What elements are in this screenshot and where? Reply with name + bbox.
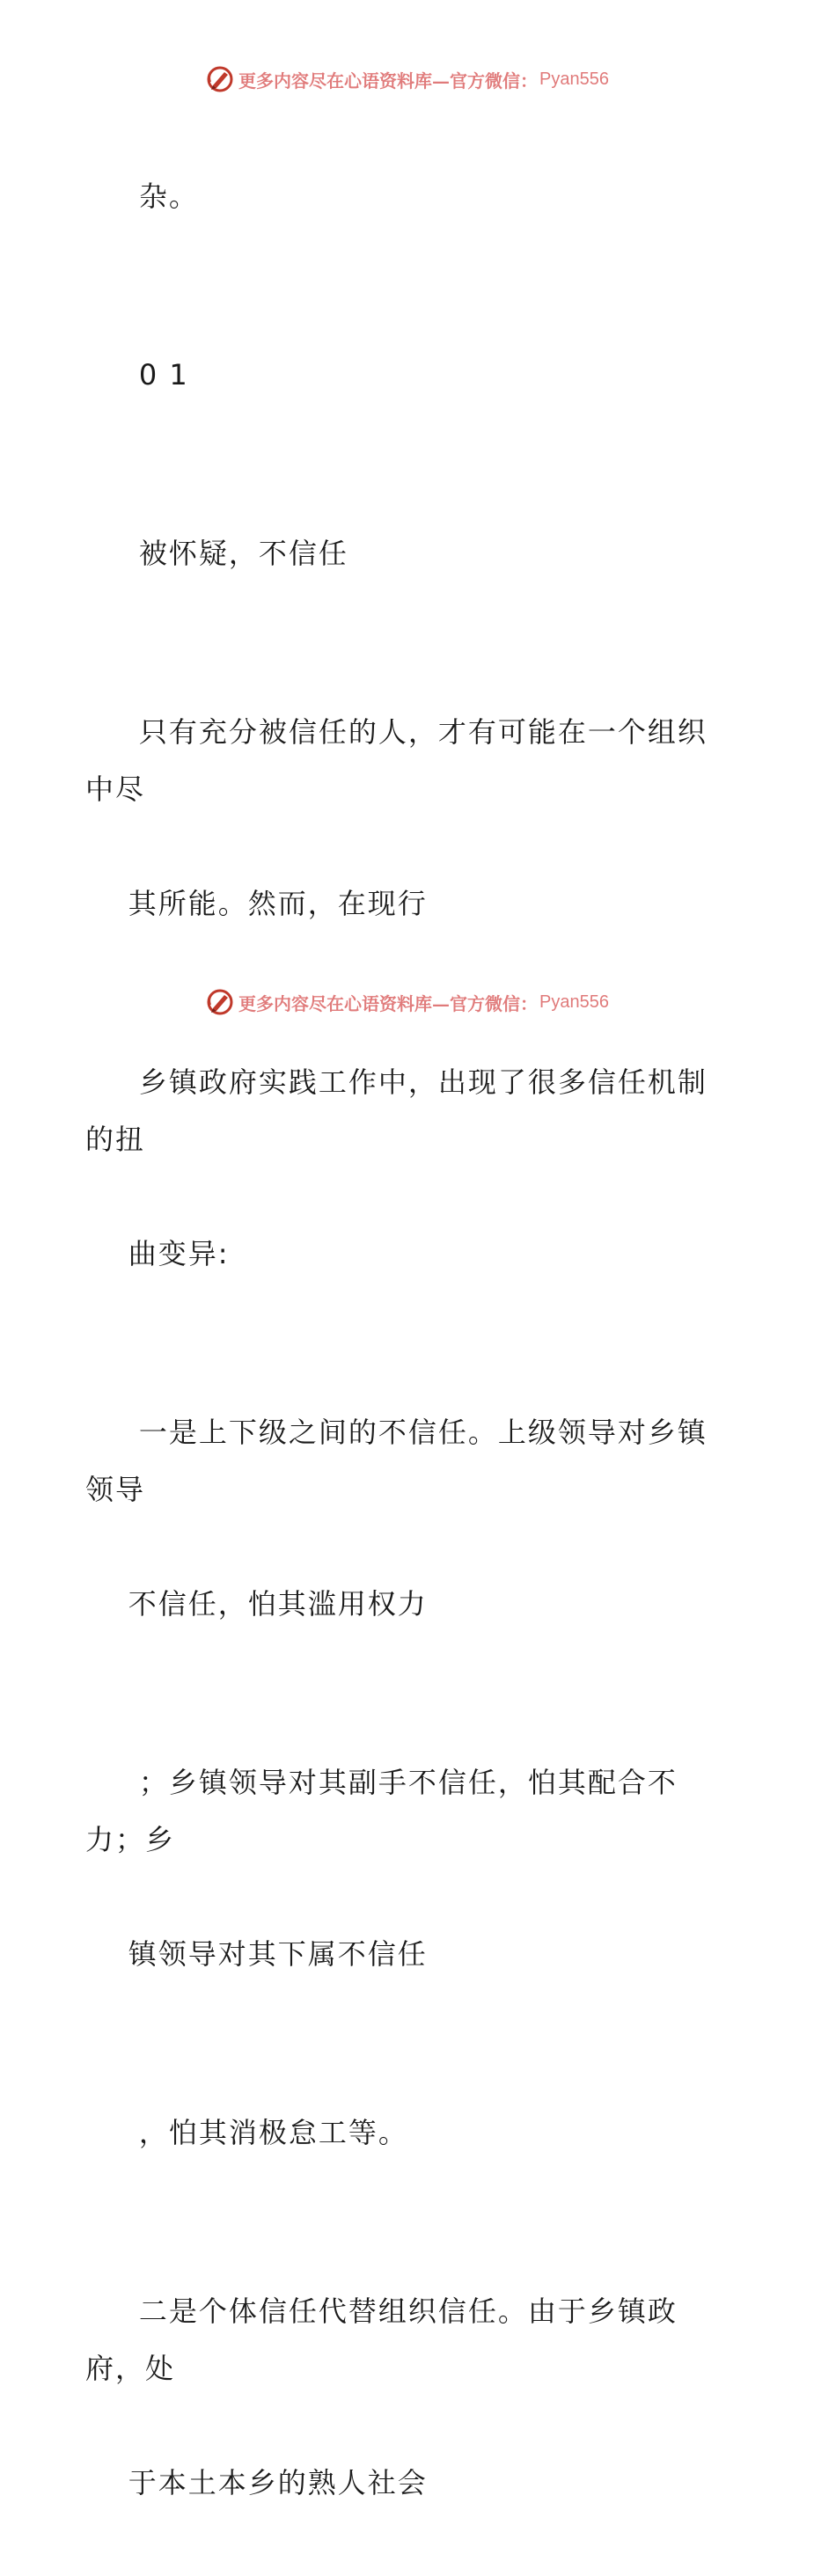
paragraph-5-line-2: 曲变异: (128, 1237, 230, 1270)
paragraph-6 (85, 1347, 737, 1690)
paragraph-8-line-1: ，怕其消极怠工等。 (128, 2116, 408, 2149)
footer-banner-wechat-id: Pyan556 (539, 992, 609, 1012)
paragraph-5 (85, 997, 737, 1340)
paragraph-4-line-2: 其所能。然而，在现行 (128, 887, 428, 920)
paragraph-7-line-2: 镇领导对其下属不信任 (128, 1937, 428, 1971)
paragraph-2-line-1: 0 1 (128, 358, 189, 392)
paragraph-1-line-1: 杂。 (128, 179, 199, 213)
paragraph-9 (85, 2226, 737, 2569)
paragraph-8 (85, 2047, 737, 2219)
paragraph-6-line-1: 一是上下级之间的不信任。上级领导对乡镇领导 (85, 1416, 708, 1506)
document-body (85, 111, 737, 2576)
paragraph-6-line-2: 不信任，怕其滥用权力 (128, 1587, 428, 1621)
header-banner-text: 更多内容尽在心语资料库—官方微信： (238, 70, 538, 91)
paragraph-3-line-1: 被怀疑，不信任 (128, 537, 348, 570)
paragraph-1 (85, 111, 737, 282)
paragraph-7 (85, 1697, 737, 2040)
paragraph-4-line-1: 只有充分被信任的人，才有可能在一个组织中尽 (85, 715, 708, 806)
paragraph-9-line-2: 于本土本乡的熟人社会 (128, 2466, 428, 2499)
paragraph-4 (85, 647, 737, 990)
header-banner (205, 63, 609, 95)
paragraph-3 (85, 468, 737, 640)
footer-banner-text: 更多内容尽在心语资料库—官方微信： (238, 992, 538, 1014)
paragraph-2 (85, 289, 737, 461)
pen-logo-icon (205, 64, 235, 94)
footer-banner (205, 986, 609, 1018)
header-banner-wechat-id: Pyan556 (539, 69, 609, 89)
paragraph-7-line-1: ；乡镇领导对其副手不信任，怕其配合不力；乡 (85, 1766, 678, 1856)
paragraph-9-line-1: 二是个体信任代替组织信任。由于乡镇政府，处 (85, 2294, 678, 2385)
paragraph-5-line-1: 乡镇政府实践工作中，出现了很多信任机制的扭 (85, 1065, 708, 1156)
pen-logo-icon (205, 987, 235, 1017)
